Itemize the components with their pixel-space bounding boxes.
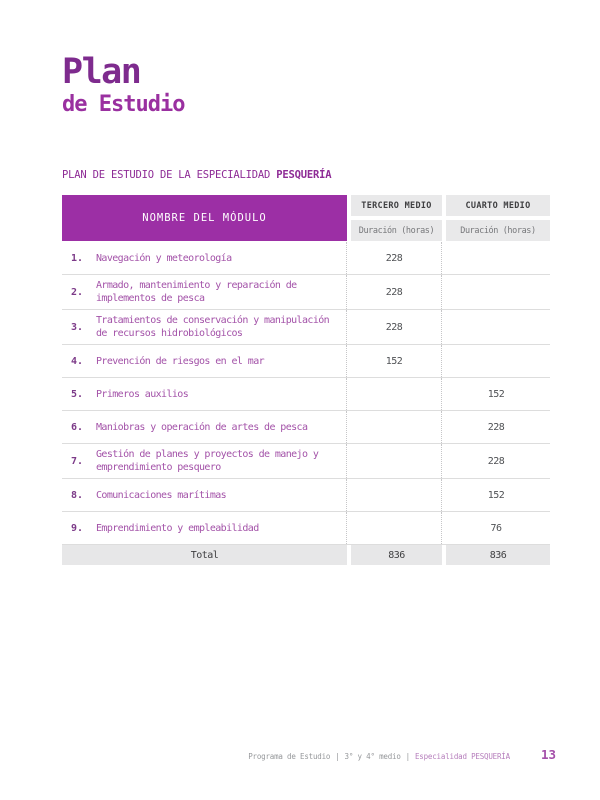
tercero-hours-cell: 228 [347, 242, 442, 274]
module-name: Primeros auxilios [96, 388, 189, 400]
module-name-cell [62, 345, 347, 377]
page-title: Plan [62, 52, 141, 92]
footer-separator: | [335, 752, 340, 761]
footer-program: Programa de Estudio [248, 752, 331, 761]
tercero-medio-title: TERCERO MEDIO [351, 195, 442, 216]
cuarto-hours-cell: 76 [490, 522, 502, 534]
table-row [62, 479, 550, 512]
table-row [62, 411, 550, 444]
cuarto-hours-cell: 152 [487, 489, 505, 501]
table-row [62, 512, 550, 545]
module-name: Comunicaciones marítimas [96, 489, 227, 501]
cuarto-hours-cell: 228 [487, 455, 505, 467]
title-block [0, 0, 600, 117]
cuarto-hours-cell: 152 [487, 388, 505, 400]
tercero-hours-cell: 228 [347, 310, 442, 344]
module-number: 1. [71, 252, 84, 264]
tercero-medio-column-header [351, 195, 442, 241]
module-name-cell [62, 378, 347, 410]
study-plan-table [62, 195, 550, 565]
module-name: Prevención de riesgos en el mar [96, 355, 265, 367]
cuarto-hours-cell [442, 275, 550, 309]
module-number: 8. [71, 489, 84, 501]
tercero-hours-cell [347, 479, 442, 511]
cuarto-medio-subtitle: Duración (horas) [446, 220, 550, 241]
module-name-cell [62, 479, 347, 511]
module-number: 7. [71, 455, 84, 467]
module-name-cell [62, 275, 347, 309]
table-row [62, 310, 550, 345]
table-body [62, 242, 550, 545]
section-heading-specialty: PESQUERÍA [276, 169, 332, 181]
module-name-cell [62, 512, 347, 544]
module-number: 4. [71, 355, 84, 367]
tercero-hours-cell: 152 [347, 345, 442, 377]
table-row [62, 378, 550, 411]
table-header [62, 195, 550, 241]
module-number: 2. [71, 286, 84, 298]
module-name: Maniobras y operación de artes de pesca [96, 421, 308, 433]
tercero-hours-cell [347, 378, 442, 410]
module-name: Armado, mantenimiento y reparación de implementos de pesca [96, 280, 297, 304]
footer-grades: 3° y 4° medio [344, 752, 401, 761]
module-number: 3. [71, 321, 84, 333]
module-name: Tratamientos de conservación y manipulación de recursos hidrobiológicos [96, 315, 330, 339]
cuarto-medio-column-header [446, 195, 550, 241]
tercero-hours-cell: 228 [347, 275, 442, 309]
module-number: 6. [71, 421, 84, 433]
module-name-cell [62, 444, 347, 478]
cuarto-medio-title: CUARTO MEDIO [446, 195, 550, 216]
footer-specialty: Especialidad PESQUERÍA [414, 752, 510, 761]
total-tercero-hours: 836 [351, 545, 442, 565]
tercero-hours-cell [347, 411, 442, 443]
page-footer [248, 747, 556, 762]
table-row [62, 242, 550, 275]
tercero-hours-cell [347, 444, 442, 478]
module-name-column-header: NOMBRE DEL MÓDULO [62, 195, 347, 241]
module-number: 9. [71, 522, 84, 534]
module-name-cell [62, 411, 347, 443]
section-heading-text: PLAN DE ESTUDIO DE LA ESPECIALIDAD [62, 169, 277, 181]
section-heading [62, 169, 600, 181]
page-number: 13 [540, 747, 556, 762]
module-name: Gestión de planes y proyectos de manejo y emprendimiento pesquero [96, 449, 319, 473]
module-number: 5. [71, 388, 84, 400]
tercero-hours-cell [347, 512, 442, 544]
cuarto-hours-cell [442, 242, 550, 274]
module-name-cell [62, 310, 347, 344]
module-name: Emprendimiento y empleabilidad [96, 522, 259, 534]
table-row [62, 345, 550, 378]
module-name-cell [62, 242, 347, 274]
cuarto-hours-cell [442, 345, 550, 377]
table-row [62, 275, 550, 310]
cuarto-hours-cell: 228 [487, 421, 505, 433]
total-row [62, 545, 550, 565]
total-cuarto-hours: 836 [446, 545, 550, 565]
cuarto-hours-cell [442, 310, 550, 344]
footer-separator: | [405, 752, 410, 761]
module-name: Navegación y meteorología [96, 252, 232, 264]
total-label: Total [62, 545, 347, 565]
tercero-medio-subtitle: Duración (horas) [351, 220, 442, 241]
footer-text [248, 752, 510, 761]
page-subtitle: de Estudio [62, 92, 185, 117]
table-row [62, 444, 550, 479]
